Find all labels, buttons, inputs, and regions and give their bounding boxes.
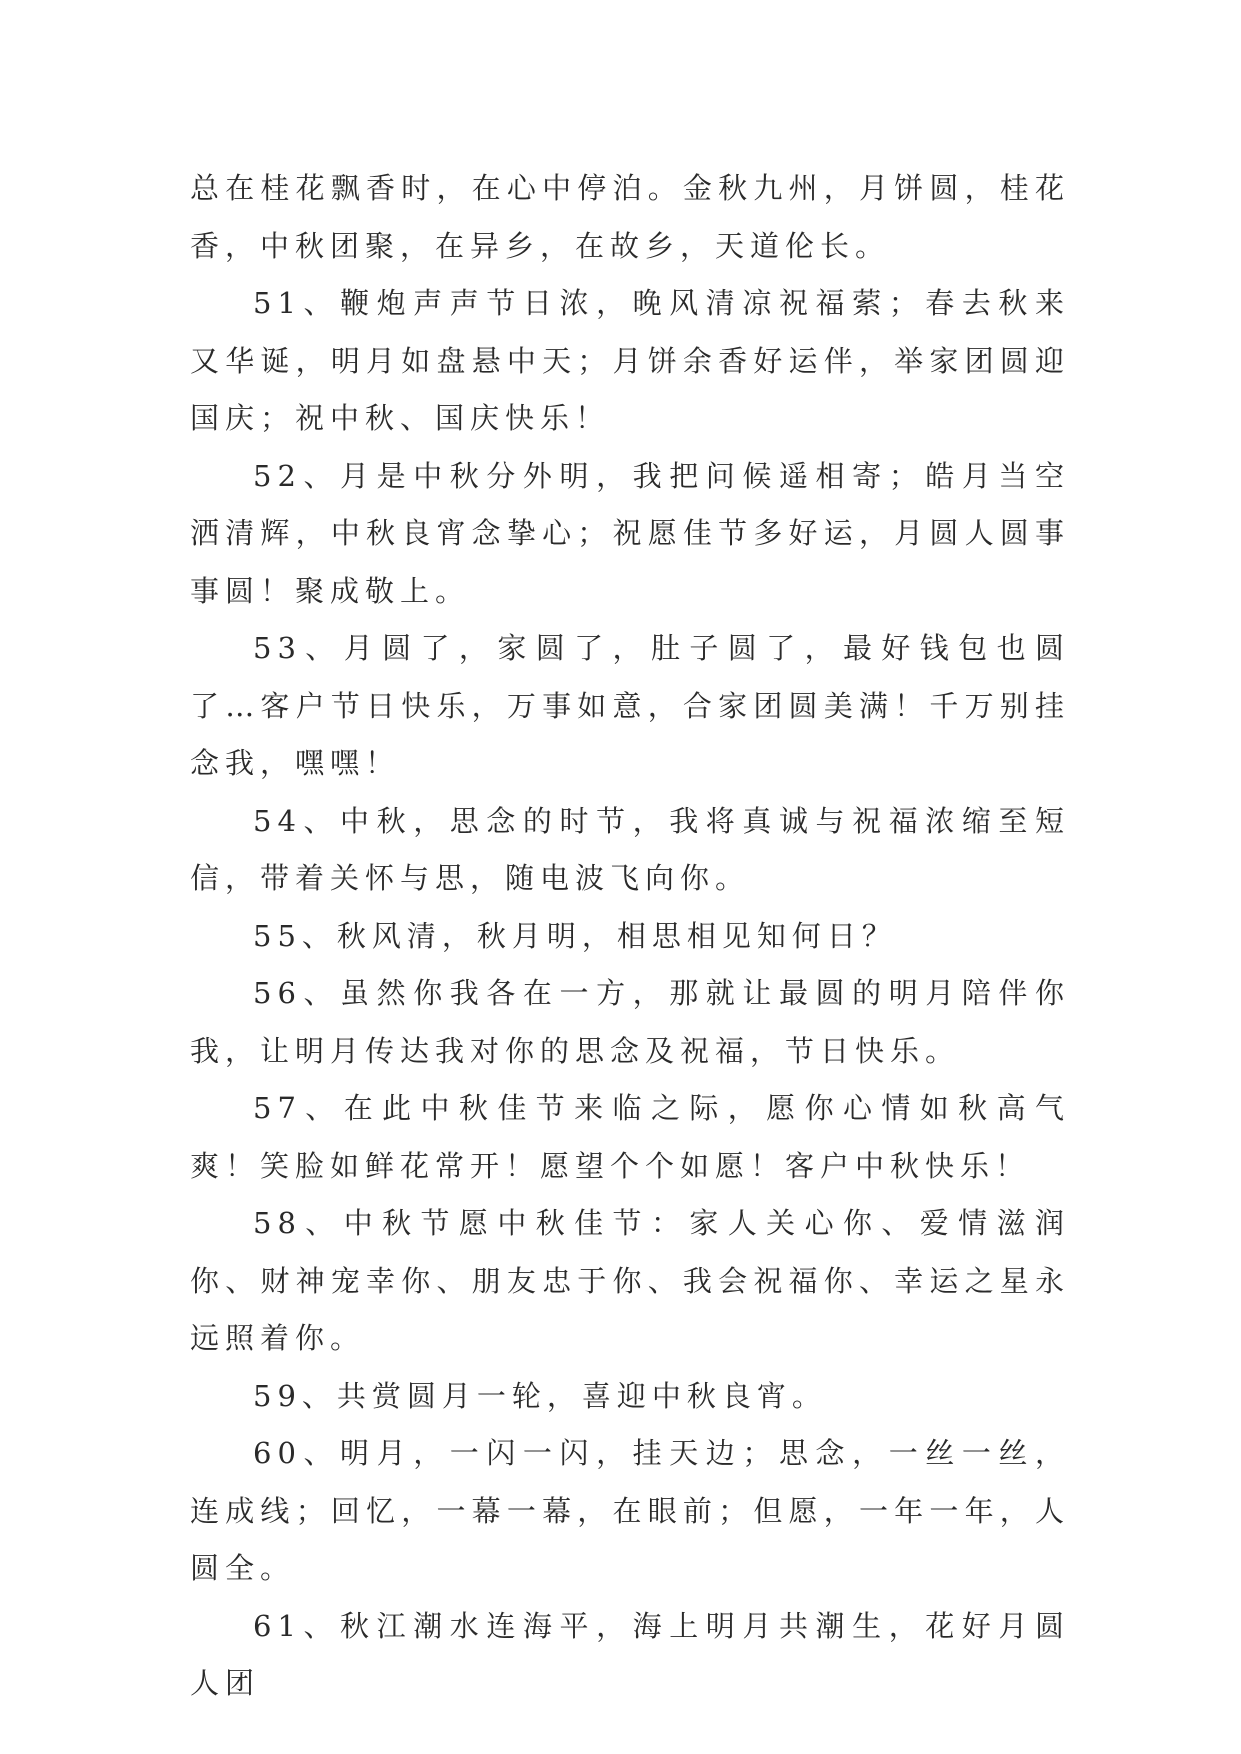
paragraph-55: 55、秋风清，秋月明，相思相见知何日？ <box>253 918 897 953</box>
paragraph-60: 60、明月，一闪一闪，挂天边；思念，一丝一丝，连成线；回忆，一幕一幕，在眼前；但愿，一年一年，人圆全。 <box>190 1436 1070 1585</box>
paragraph-56: 56、虽然你我各在一方，那就让最圆的明月陪伴你我，让明月传达我对你的思念及祝福，节日快乐。 <box>190 976 1070 1068</box>
paragraph-52: 52、月是中秋分外明，我把问候遥相寄；皓月当空洒清辉，中秋良宵念挚心；祝愿佳节多好运，月圆人圆事事圆！聚成敬上。 <box>190 458 1070 608</box>
paragraph-58: 58、中秋节愿中秋佳节：家人关心你、爱情滋润你、财神宠幸你、朋友忠于你、我会祝福你、幸运之星永远照着你。 <box>190 1206 1070 1355</box>
paragraph-continuation: 总在桂花飘香时，在心中停泊。金秋九州，月饼圆，桂花香，中秋团聚，在异乡，在故乡，天道伦长。 <box>190 171 1070 263</box>
paragraph-53: 53、月圆了，家圆了，肚子圆了，最好钱包也圆了…客户节日快乐，万事如意，合家团圆美满！千万别挂念我，嘿嘿！ <box>190 631 1070 780</box>
paragraph-61: 61、秋江潮水连海平，海上明月共潮生，花好月圆人团 <box>190 1608 1070 1700</box>
paragraph-57: 57、在此中秋佳节来临之际，愿你心情如秋高气爽！笑脸如鲜花常开！愿望个个如愿！客户中秋快乐！ <box>190 1091 1070 1183</box>
paragraph-54: 54、中秋，思念的时节，我将真诚与祝福浓缩至短信，带着关怀与思，随电波飞向你。 <box>190 803 1070 895</box>
paragraph-51: 51、鞭炮声声节日浓，晚风清凉祝福萦；春去秋来又华诞，明月如盘悬中天；月饼余香好运伴，举家团圆迎国庆；祝中秋、国庆快乐！ <box>190 286 1070 435</box>
document-body <box>190 160 1070 1713</box>
paragraph-59: 59、共赏圆月一轮，喜迎中秋良宵。 <box>253 1378 827 1413</box>
